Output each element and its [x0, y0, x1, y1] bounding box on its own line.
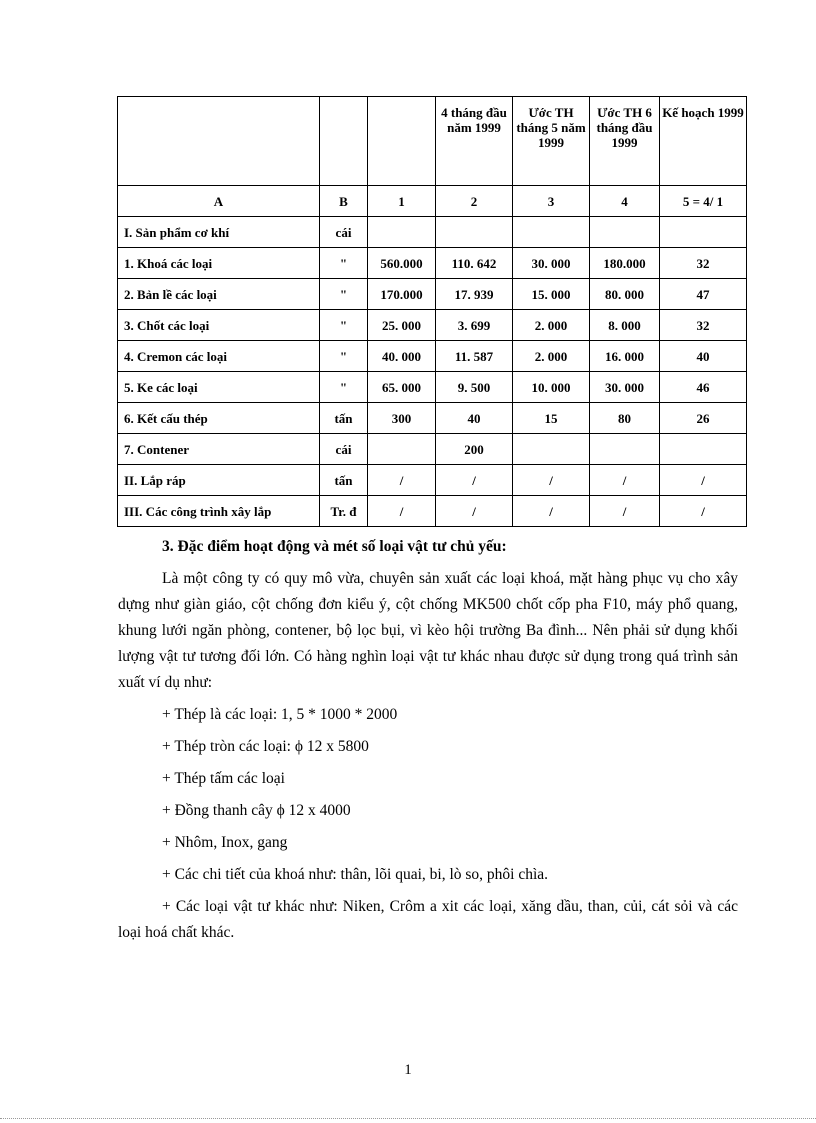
table-row: [118, 372, 747, 403]
table-index-cell: A: [118, 186, 320, 217]
row-label-cell: 4. Cremon các loại: [118, 341, 320, 372]
section-heading: 3. Đặc điểm hoạt động và mét số loại vật tư chủ yếu:: [162, 538, 507, 555]
table-row: [118, 279, 747, 310]
table-cell: 30. 000: [513, 248, 590, 279]
list-item: + Thép tròn các loại: ϕ 12 x 5800: [162, 738, 369, 755]
table-row: [118, 434, 747, 465]
table-cell: [436, 217, 513, 248]
table-cell: 30. 000: [590, 372, 660, 403]
table-cell: 46: [660, 372, 747, 403]
table-cell: /: [590, 496, 660, 527]
table-index-cell: B: [320, 186, 368, 217]
table-cell: 2. 000: [513, 310, 590, 341]
list-item: + Thép là các loại: 1, 5 * 1000 * 2000: [162, 706, 398, 723]
table-cell: tấn: [320, 465, 368, 496]
row-label-cell: 2. Bản lề các loại: [118, 279, 320, 310]
table-index-cell: 4: [590, 186, 660, 217]
list-item-last: + Các loại vật tư khác như: Niken, Crôm a xit các loại, xăng dầu, than, củi, cát sỏi và các loại hoá chất khác.: [118, 898, 738, 941]
table-index-cell: 1: [368, 186, 436, 217]
table-cell: /: [660, 465, 747, 496]
table-index-row: [118, 186, 747, 217]
table-row: [118, 248, 747, 279]
table-cell: 170.000: [368, 279, 436, 310]
table-cell: [660, 434, 747, 465]
table-index-cell: 3: [513, 186, 590, 217]
table-cell: 3. 699: [436, 310, 513, 341]
list-item: + Thép tấm các loại: [162, 770, 285, 787]
table-cell: 11. 587: [436, 341, 513, 372]
table-cell: 2. 000: [513, 341, 590, 372]
table-cell: 15: [513, 403, 590, 434]
table-cell: /: [590, 465, 660, 496]
table-cell: [368, 217, 436, 248]
row-label-cell: 6. Kết cấu thép: [118, 403, 320, 434]
table-cell: 32: [660, 248, 747, 279]
table-cell: 200: [436, 434, 513, 465]
section-paragraph: Là một công ty có quy mô vừa, chuyên sản xuất các loại khoá, mặt hàng phục vụ cho xây dựng như giàn giáo, cột chống đơn kiểu ý, cột chống MK500 chốt cốp pha F10, máy phổ quang, khung lưới ngăn phòng, contener, bộ lọc bụi, vì kèo hội trường Ba đình... Nên phải sử dụng khối lượng vật tư tương đối lớn. Có hàng nghìn loại vật tư khác nhau được sử dụng trong quá trình sản xuất ví dụ như:: [118, 570, 738, 691]
table-cell: 25. 000: [368, 310, 436, 341]
table-header-cell: 4 tháng đầu năm 1999: [436, 97, 513, 186]
row-label-cell: 1. Khoá các loại: [118, 248, 320, 279]
table-cell: 10. 000: [513, 372, 590, 403]
table-cell: Tr. đ: [320, 496, 368, 527]
table-cell: tấn: [320, 403, 368, 434]
table-cell: /: [513, 496, 590, 527]
table-cell: cái: [320, 434, 368, 465]
table-header-cell: [368, 97, 436, 186]
table-cell: /: [368, 496, 436, 527]
table-cell: 26: [660, 403, 747, 434]
row-label-cell: 7. Contener: [118, 434, 320, 465]
table-cell: ": [320, 372, 368, 403]
table-cell: /: [368, 465, 436, 496]
table-cell: [590, 217, 660, 248]
row-label-cell: II. Lắp ráp: [118, 465, 320, 496]
table-cell: [513, 434, 590, 465]
table-cell: ": [320, 279, 368, 310]
row-label-cell: I. Sản phẩm cơ khí: [118, 217, 320, 248]
table-row: [118, 496, 747, 527]
table-cell: /: [660, 496, 747, 527]
table-cell: 80. 000: [590, 279, 660, 310]
table-header-cell: Ước TH tháng 5 năm 1999: [513, 97, 590, 186]
table-cell: 110. 642: [436, 248, 513, 279]
table-cell: /: [436, 496, 513, 527]
table-cell: 80: [590, 403, 660, 434]
table-cell: 560.000: [368, 248, 436, 279]
list-item: + Nhôm, Inox, gang: [162, 834, 288, 851]
item-list: [118, 696, 738, 888]
table-cell: ": [320, 248, 368, 279]
table-row: [118, 465, 747, 496]
table-cell: /: [436, 465, 513, 496]
footer-divider: [0, 1118, 816, 1119]
row-label-cell: 5. Ke các loại: [118, 372, 320, 403]
table-row: [118, 217, 747, 248]
table-cell: 300: [368, 403, 436, 434]
table-header-cell: [320, 97, 368, 186]
table-cell: 9. 500: [436, 372, 513, 403]
table-cell: 32: [660, 310, 747, 341]
table-header-cell: Ước TH 6 tháng đầu 1999: [590, 97, 660, 186]
section-body: [118, 538, 738, 946]
table-row: [118, 341, 747, 372]
table-header-row: [118, 97, 747, 186]
row-label-cell: 3. Chốt các loại: [118, 310, 320, 341]
table-row: [118, 310, 747, 341]
table-cell: /: [513, 465, 590, 496]
table-header-cell: Kế hoạch 1999: [660, 97, 747, 186]
table-cell: 16. 000: [590, 341, 660, 372]
table-row: [118, 403, 747, 434]
table-cell: cái: [320, 217, 368, 248]
table-cell: [660, 217, 747, 248]
table-header-cell: [118, 97, 320, 186]
table-cell: [368, 434, 436, 465]
table-cell: [513, 217, 590, 248]
page-number: 1: [404, 1062, 412, 1078]
table-cell: 15. 000: [513, 279, 590, 310]
table-index-cell: 2: [436, 186, 513, 217]
table-cell: 47: [660, 279, 747, 310]
row-label-cell: III. Các công trình xây lắp: [118, 496, 320, 527]
table-cell: [590, 434, 660, 465]
list-item: + Đồng thanh cây ϕ 12 x 4000: [162, 802, 351, 819]
table-cell: ": [320, 310, 368, 341]
table-cell: ": [320, 341, 368, 372]
table-cell: 17. 939: [436, 279, 513, 310]
production-table: [117, 96, 747, 527]
table-cell: 40. 000: [368, 341, 436, 372]
table-cell: 40: [660, 341, 747, 372]
list-item: + Các chi tiết của khoá như: thân, lõi quai, bi, lò so, phôi chìa.: [162, 866, 549, 883]
table-cell: 180.000: [590, 248, 660, 279]
table-cell: 8. 000: [590, 310, 660, 341]
table-index-cell: 5 = 4/ 1: [660, 186, 747, 217]
table-cell: 65. 000: [368, 372, 436, 403]
table-cell: 40: [436, 403, 513, 434]
